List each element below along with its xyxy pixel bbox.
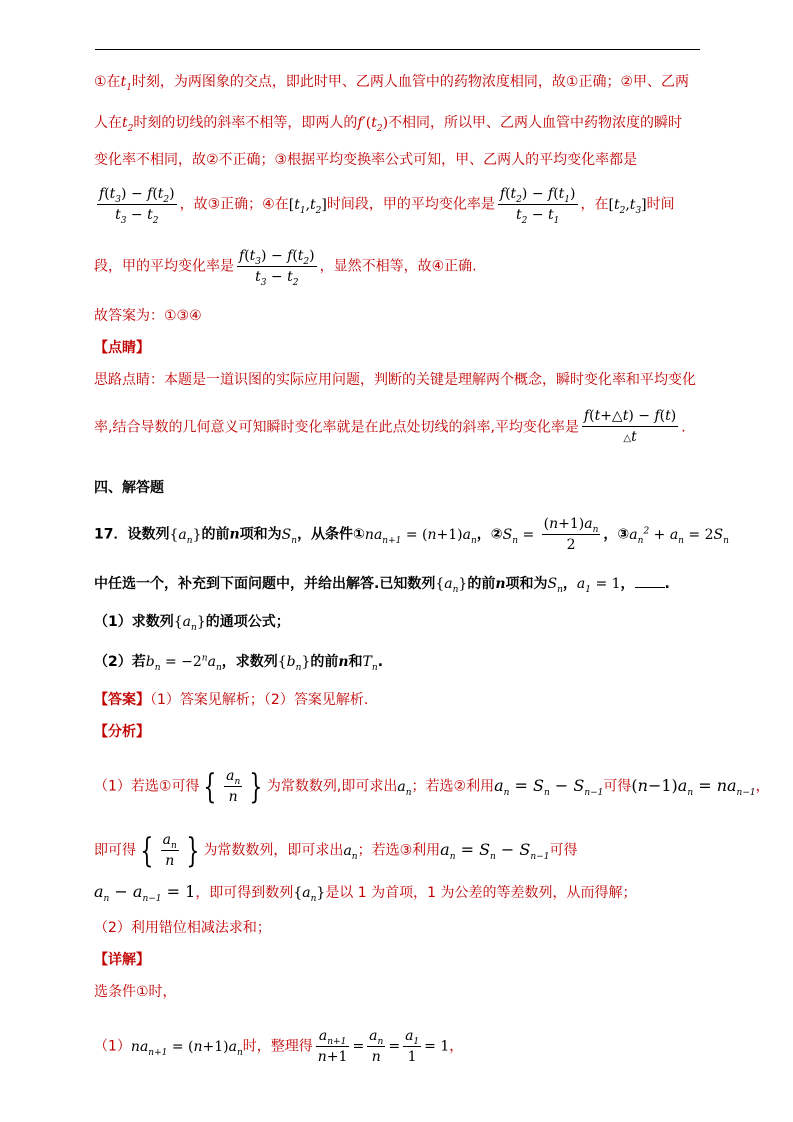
detail-heading: 【详解】 xyxy=(94,952,150,968)
choose-condition: 选条件①时， xyxy=(94,984,177,1000)
q17-part-2: （2）若$b_n = -2^na_n$，求数列$\{b_n\}$的前n和$T_n$. xyxy=(94,653,384,673)
solution-line-1: ①在$t_1$时刻，为两图象的交点，即此时甲、乙两人血管中的药物浓度相同，故①正确；②甲、乙两 xyxy=(94,74,690,93)
analysis-heading: 【分析】 xyxy=(94,724,150,740)
q17-line-1: 17．设数列$\{a_n\}$的前n项和为$S_n$，从条件$①na_{n+1} = (n+1)a_n$，$②S_n$ = $\frac{(n+1)a_n}{2}$ ，$③a_n^2 + a_n = 2S_n$ xyxy=(94,516,729,553)
dianjing-heading: 【点睛】 xyxy=(94,340,150,356)
solution-line-3: 变化率不相同，故②不正确；③根据平均变换率公式可知，甲、乙两人的平均变化率都是 xyxy=(94,152,638,168)
solution-line-4: $\frac{f(t_3) - f(t_2)}{t_3 - t_2}$ ，故③正确；④在$[t_1,t_2]$时间段，甲的平均变化率是 $\frac{f(t_2) - f(t_1)}{t_2 - t_1}$ ，在$[t_2,t_3]$时间 xyxy=(99,186,675,226)
analysis-line-3: $a_n - a_{n-1} = 1$，即可得到数列$\{a_n\}$是以 1 为首项，1 为公差的等差数列，从而得解； xyxy=(94,882,637,905)
solution-line-2: 人在$t_2$时刻的切线的斜率不相等，即两人的$f'(t_2)$不相同，所以甲、乙两人血管中药物浓度的瞬时 xyxy=(94,115,683,134)
dianjing-line-2: 率,结合导数的几何意义可知瞬时变化率就是在此点处切线的斜率,平均变化率是 $\frac{f(t+\triangle t) - f(t)}{\triangle t}$ . xyxy=(94,408,686,445)
q17-line-2: 中任选一个，补充到下面问题中，并给出解答.已知数列$\{a_n\}$的前n项和为$S_n$，$a_1 = 1$， . xyxy=(94,576,670,595)
solution-line-5: 段，甲的平均变化率是 $\frac{f(t_3) - f(t_2)}{t_3 - t_2}$ ，显然不相等，故④正确. xyxy=(94,248,477,288)
detail-line-1: $(1)na_{n+1} = (n+1)a_n$时，整理得 $\frac{a_{n+1}}{n+1}$ = $\frac{a_n}{n}$ = $\frac{a_1}{1}$ = 1， xyxy=(94,1028,464,1065)
analysis-line-1: （1）若选①可得 { $\frac{a_n}{n}$ } 为常数数列,即可求出$a_n$；若选②利用$a_n = S_n - S_{n-1}$可得$(n-1)a_n = na_{n-1}$， xyxy=(94,766,770,807)
answer-row: 【答案】（1）答案见解析；（2）答案见解析. xyxy=(94,692,369,708)
dianjing-line-1: 思路点睛：本题是一道识图的实际应用问题，判断的关键是理解两个概念，瞬时变化率和平均变化 xyxy=(94,372,696,388)
answer-blank xyxy=(635,575,665,588)
answer-summary: 故答案为：①③④ xyxy=(94,308,202,324)
section-heading: 四、解答题 xyxy=(94,480,164,496)
q17-part-1: （1）求数列$\{a_n\}$的通项公式； xyxy=(94,614,290,633)
analysis-line-4: （2）利用错位相减法求和； xyxy=(94,920,271,936)
analysis-line-2: 即可得 { $\frac{a_n}{n}$ } 为常数数列，即可求出$a_n$；若选③利用$a_n = S_n - S_{n-1}$可得 xyxy=(94,830,578,871)
header-rule xyxy=(95,49,700,50)
